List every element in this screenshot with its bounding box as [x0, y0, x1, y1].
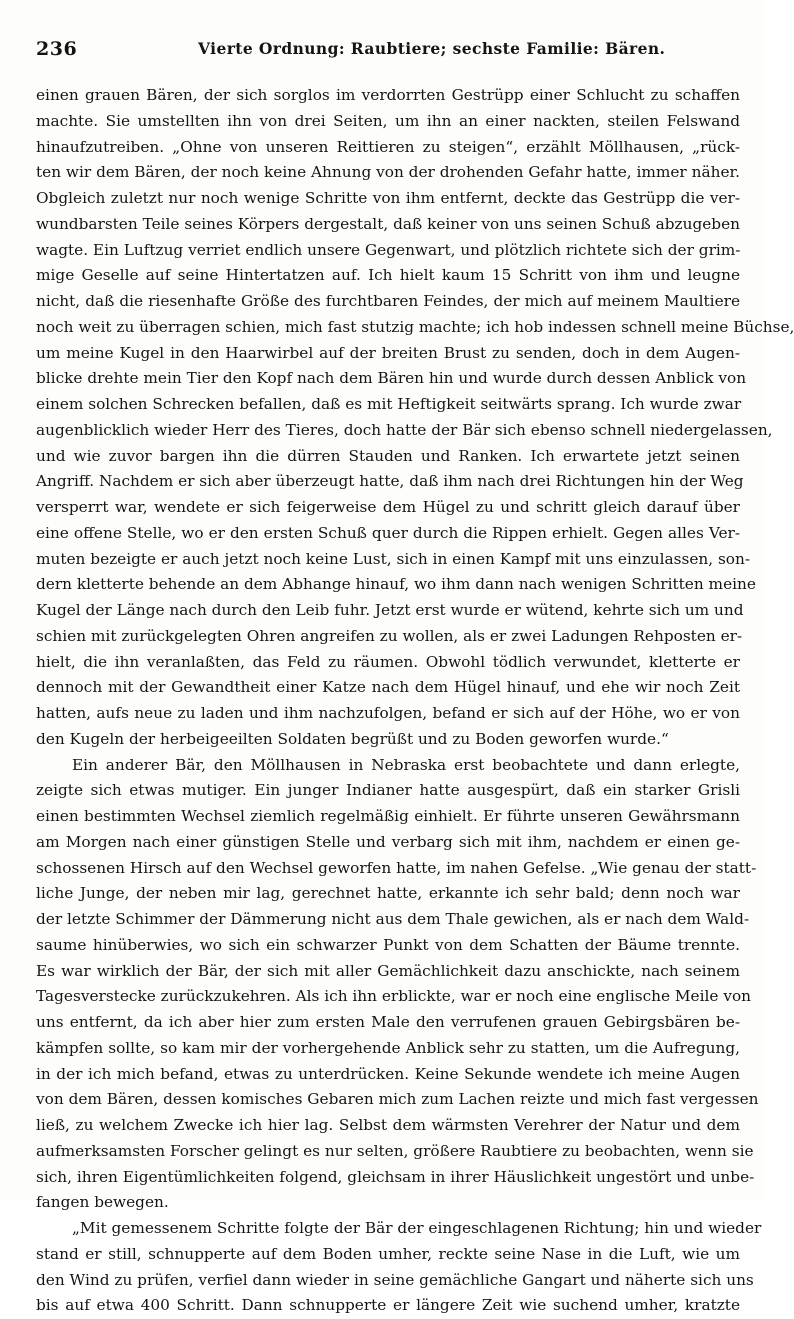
- text-line: Tagesverstecke zurückzukehren. Als ich ihn erblickte, war er noch eine englische Meile von: [36, 987, 752, 1006]
- paragraph-1: [36, 83, 794, 753]
- text-line: noch weit zu überragen schien, mich fast stutzig machte; ich hob indessen schnell meine Büchse,: [36, 317, 794, 336]
- text-line: und wie zuvor bargen ihn die dürren Stauden und Ranken. Ich erwartete jetzt seinen: [36, 446, 740, 465]
- text-line: Ein anderer Bär, den Möllhausen in Nebraska erst beobachtete und dann erlegte,: [72, 755, 740, 774]
- text-line: der letzte Schimmer der Dämmerung nicht aus dem Thale gewichen, als er nach dem Wald-: [36, 910, 750, 928]
- text-line: Obgleich zuletzt nur noch wenige Schritte von ihm entfernt, deckte das Gestrüpp die ver-: [36, 189, 740, 207]
- text-line: zeigte sich etwas mutiger. Ein junger Indianer hatte ausgespürt, daß ein starker Grisli: [36, 781, 740, 800]
- text-line: Kugel der Länge nach durch den Leib fuhr. Jetzt erst wurde er wütend, kehrte sich um und: [36, 601, 744, 619]
- text-line: versperrt war, wendete er sich feigerweise dem Hügel zu und schritt gleich darauf über: [36, 498, 740, 516]
- text-line: ließ, zu welchem Zwecke ich hier lag. Selbst dem wärmsten Verehrer der Natur und dem: [36, 1116, 740, 1134]
- body-text: [36, 83, 794, 1315]
- page-number: 236: [36, 38, 78, 60]
- text-line: eine offene Stelle, wo er den ersten Schuß quer durch die Rippen erhielt. Gegen alles Ver-: [36, 523, 740, 542]
- text-line: wundbarsten Teile seines Körpers dergestalt, daß keiner von uns seinen Schuß abzugeben: [36, 214, 740, 233]
- text-line: den Wind zu prüfen, verfiel dann wieder in seine gemächliche Gangart und näherte sich uns: [36, 1270, 754, 1289]
- text-line: wagte. Ein Luftzug verriet endlich unsere Gegenwart, und plötzlich richtete sich der grim-: [36, 240, 741, 259]
- text-line: Angriff. Nachdem er sich aber überzeugt hatte, daß ihm nach drei Richtungen hin der Weg: [36, 472, 744, 491]
- text-line: saume hinüberwies, wo sich ein schwarzer Punkt von dem Schatten der Bäume trennte.: [36, 935, 740, 954]
- text-line: schossenen Hirsch auf den Wechsel geworfen hatte, im nahen Gefelse. „Wie genau der statt-: [36, 858, 757, 877]
- text-line: einem solchen Schrecken befallen, daß es mit Heftigkeit seitwärts sprang. Ich wurde zwar: [36, 395, 742, 413]
- text-line: stand er still, schnupperte auf dem Boden umher, reckte seine Nase in die Luft, wie um: [36, 1244, 740, 1263]
- text-line: um meine Kugel in den Haarwirbel auf der breiten Brust zu senden, doch in dem Augen-: [36, 343, 740, 362]
- text-line: dern kletterte behende an dem Abhange hinauf, wo ihm dann nach wenigen Schritten meine: [36, 575, 756, 594]
- text-line: blicke drehte mein Tier den Kopf nach dem Bären hin und wurde durch dessen Anblick von: [36, 369, 747, 388]
- text-line: mige Geselle auf seine Hintertatzen auf. Ich hielt kaum 15 Schritt von ihm und leugne: [36, 266, 740, 285]
- text-line: einen bestimmten Wechsel ziemlich regelmäßig einhielt. Er führte unseren Gewährsmann: [36, 807, 740, 825]
- text-line: den Kugeln der herbeigeeilten Soldaten begrüßt und zu Boden geworfen wurde.“: [36, 729, 669, 748]
- text-line: liche Junge, der neben mir lag, gerechnet hatte, erkannte ich sehr bald; denn noch war: [36, 884, 740, 903]
- text-line: bis auf etwa 400 Schritt. Dann schnupperte er längere Zeit wie suchend umher, kratzte: [36, 1296, 740, 1315]
- text-line: hinaufzutreiben. „Ohne von unseren Reittieren zu steigen“, erzählt Möllhausen, „rück-: [36, 137, 740, 156]
- text-line: sich, ihren Eigentümlichkeiten folgend, gleichsam in ihrer Häuslichkeit ungestört und unbe-: [36, 1167, 755, 1186]
- text-line: nicht, daß die riesenhafte Größe des furchtbaren Feindes, der mich auf meinem Maultiere: [36, 292, 740, 310]
- text-line: dennoch mit der Gewandtheit einer Katze nach dem Hügel hinauf, und ehe wir noch Zeit: [36, 678, 740, 697]
- text-line: Es war wirklich der Bär, der sich mit aller Gemächlichkeit dazu anschickte, nach seinem: [36, 961, 740, 980]
- text-line: hatten, aufs neue zu laden und ihm nachzufolgen, befand er sich auf der Höhe, wo er von: [36, 704, 740, 722]
- text-line: fangen bewegen.: [36, 1193, 169, 1212]
- text-line: muten bezeigte er auch jetzt noch keine Lust, sich in einen Kampf mit uns einzulassen, son-: [36, 549, 751, 568]
- text-line: am Morgen nach einer günstigen Stelle und verbarg sich mit ihm, nachdem er einen ge-: [36, 832, 740, 851]
- text-line: uns entfernt, da ich aber hier zum ersten Male den verrufenen grauen Gebirgsbären be-: [36, 1013, 740, 1031]
- text-line: augenblicklich wieder Herr des Tieres, doch hatte der Bär sich ebenso schnell niedergelassen,: [36, 420, 773, 439]
- text-line: ten wir dem Bären, der noch keine Ahnung von der drohenden Gefahr hatte, immer näher.: [36, 163, 740, 182]
- text-line: von dem Bären, dessen komisches Gebaren mich zum Lachen reizte und mich fast vergessen: [36, 1090, 759, 1109]
- text-line: aufmerksamsten Forscher gelingt es nur selten, größere Raubtiere zu beobachten, wenn sie: [36, 1141, 754, 1160]
- text-line: „Mit gemessenem Schritte folgte der Bär der eingeschlagenen Richtung; hin und wieder: [72, 1219, 762, 1237]
- text-line: schien mit zurückgelegten Ohren angreifen zu wollen, als er zwei Ladungen Rehposten er-: [36, 626, 743, 645]
- page-header: [36, 38, 740, 64]
- paragraph-3: [36, 1216, 762, 1319]
- text-line: hielt, die ihn veranlaßten, das Feld zu räumen. Obwohl tödlich verwundet, kletterte er: [36, 652, 740, 671]
- running-head: Vierte Ordnung: Raubtiere; sechste Familie: Bären.: [198, 39, 666, 58]
- text-line: einen grauen Bären, der sich sorglos im verdorrten Gestrüpp einer Schlucht zu schaffen: [36, 86, 740, 104]
- text-line: machte. Sie umstellten ihn von drei Seiten, um ihn an einer nackten, steilen Felswand: [36, 111, 740, 130]
- paragraph-2: [36, 753, 759, 1217]
- text-line: kämpfen sollte, so kam mir der vorhergehende Anblick sehr zu statten, um die Aufregung,: [36, 1038, 740, 1057]
- text-line: in der ich mich befand, etwas zu unterdrücken. Keine Sekunde wendete ich meine Augen: [36, 1064, 740, 1083]
